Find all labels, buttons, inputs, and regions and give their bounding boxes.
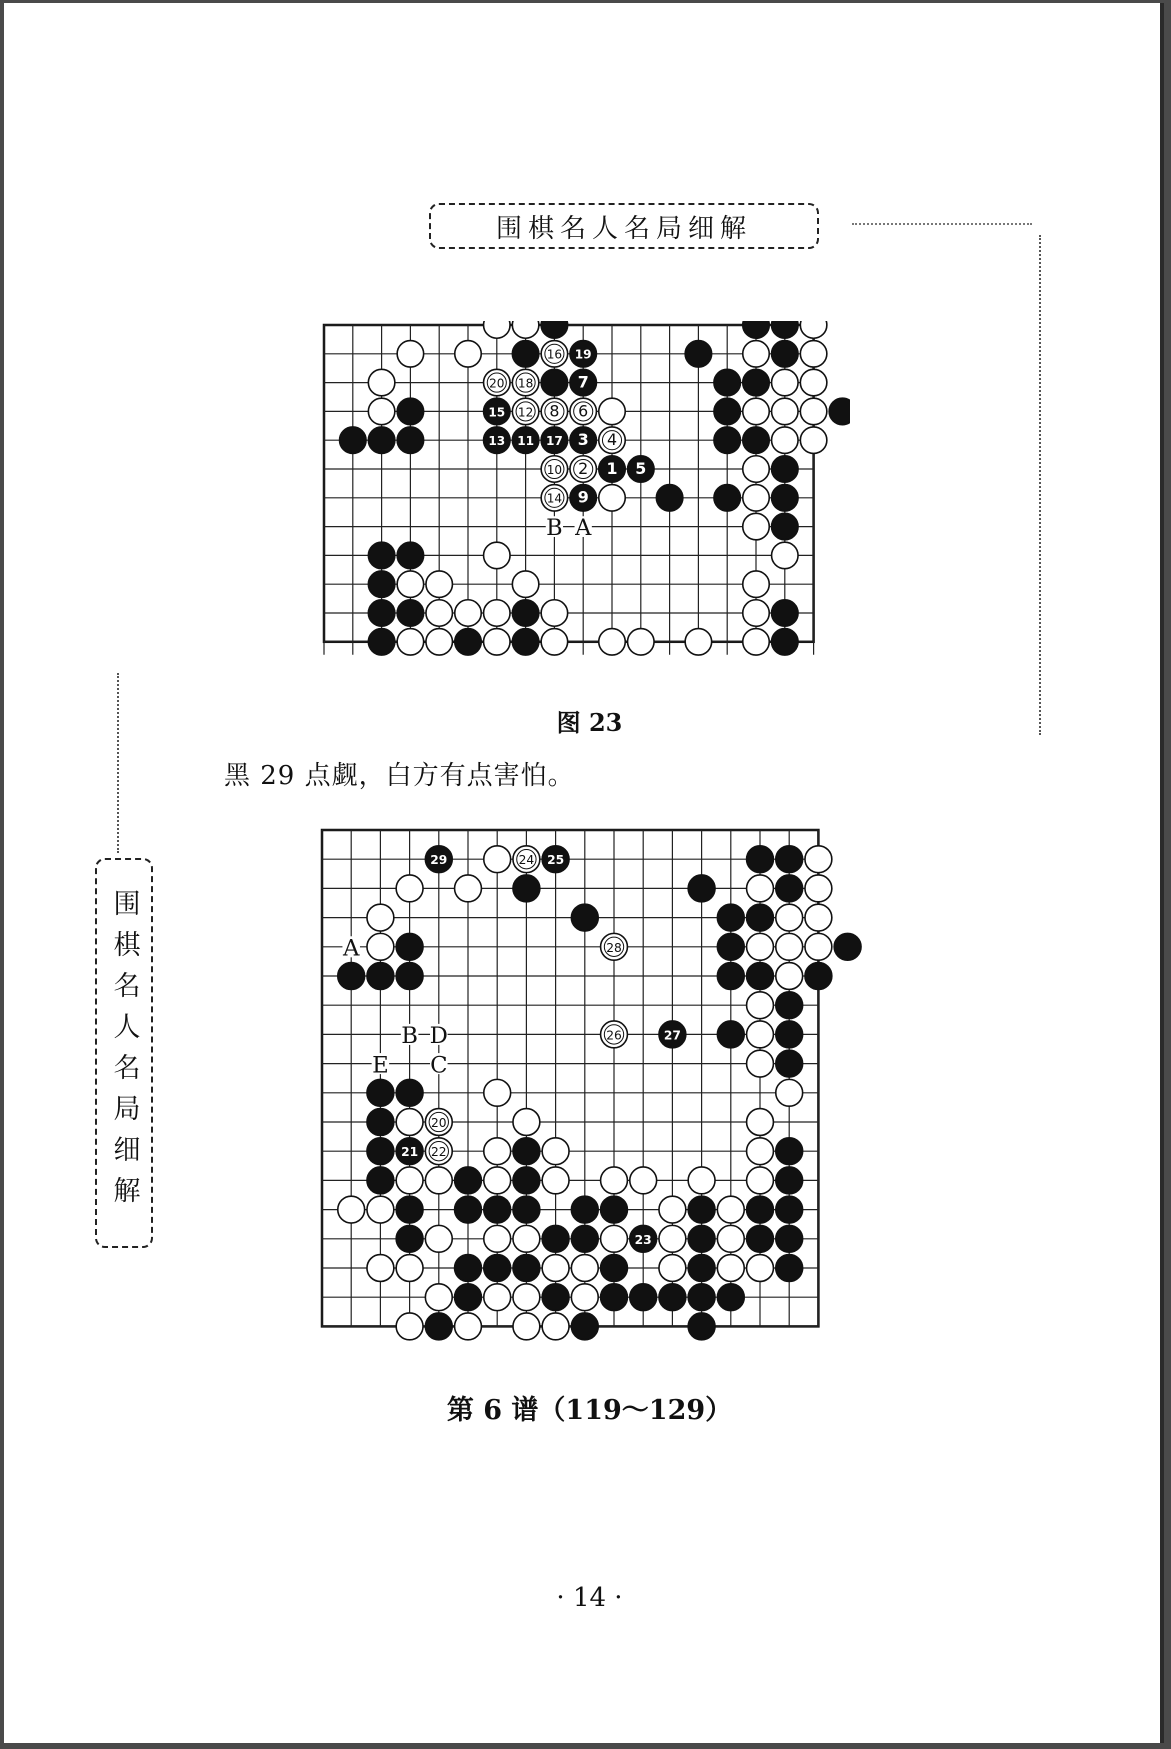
black-stone (717, 1021, 744, 1048)
white-stone (425, 1284, 452, 1311)
black-stone (367, 963, 394, 990)
move-number: 23 (634, 1232, 652, 1247)
go-diagram-2 (318, 826, 868, 1356)
white-stone (599, 485, 625, 511)
white-stone (747, 875, 774, 902)
white-stone (368, 398, 394, 424)
white-stone (484, 846, 511, 873)
black-stone (542, 1284, 569, 1311)
black-stone (772, 629, 798, 655)
white-stone (455, 341, 481, 367)
black-stone (570, 427, 596, 453)
black-stone (570, 369, 596, 395)
move-number: 19 (574, 347, 592, 362)
black-stone (717, 963, 744, 990)
running-header (429, 203, 819, 249)
move-number: 18 (517, 376, 534, 391)
white-stone (484, 1079, 511, 1106)
white-stone (747, 992, 774, 1019)
black-stone (484, 1255, 511, 1282)
white-stone (800, 427, 826, 453)
black-stone (805, 963, 832, 990)
black-stone (772, 600, 798, 626)
white-stone (512, 321, 538, 338)
black-stone (571, 904, 598, 931)
white-stone (805, 846, 832, 873)
white-stone (425, 1167, 452, 1194)
white-stone (484, 542, 510, 568)
white-stone (541, 398, 567, 424)
black-stone (829, 398, 850, 424)
white-stone (541, 456, 567, 482)
white-stone (541, 485, 567, 511)
black-stone (542, 1225, 569, 1252)
white-stone (717, 1196, 744, 1223)
move-number: 12 (517, 405, 534, 420)
white-stone (541, 600, 567, 626)
black-stone (541, 321, 567, 338)
white-stone (630, 1167, 657, 1194)
book-page (4, 3, 1164, 1743)
white-stone (396, 875, 423, 902)
black-stone (688, 1255, 715, 1282)
point-label: B (401, 1023, 418, 1050)
black-stone (368, 571, 394, 597)
black-stone (397, 600, 423, 626)
black-stone (776, 1050, 803, 1077)
white-stone (542, 1138, 569, 1165)
white-stone (397, 341, 423, 367)
black-stone (396, 1225, 423, 1252)
white-stone (747, 1138, 774, 1165)
white-stone (601, 933, 628, 960)
black-stone (397, 542, 423, 568)
white-stone (743, 600, 769, 626)
black-stone (571, 1225, 598, 1252)
black-stone (601, 1284, 628, 1311)
black-stone (541, 369, 567, 395)
white-stone (599, 398, 625, 424)
black-stone (397, 427, 423, 453)
black-stone (368, 427, 394, 453)
white-stone (747, 1109, 774, 1136)
move-number: 10 (546, 462, 563, 477)
white-stone (484, 629, 510, 655)
white-stone (805, 904, 832, 931)
black-stone (512, 341, 538, 367)
move-number: 28 (606, 940, 622, 955)
black-stone (396, 963, 423, 990)
white-stone (659, 1196, 686, 1223)
white-stone (425, 1225, 452, 1252)
black-stone (659, 1021, 686, 1048)
white-stone (805, 875, 832, 902)
black-stone (570, 485, 596, 511)
black-stone (630, 1284, 657, 1311)
white-stone (601, 1167, 628, 1194)
commentary-text: 黑 29 点觑，白方有点害怕。 (224, 761, 575, 791)
white-stone (772, 369, 798, 395)
black-stone (776, 1196, 803, 1223)
black-stone (743, 369, 769, 395)
figure-2-caption: 第 6 谱（119～129） (446, 1395, 733, 1426)
black-stone (743, 427, 769, 453)
white-stone (513, 1284, 540, 1311)
black-stone (368, 542, 394, 568)
move-number: 16 (546, 347, 563, 362)
white-stone (484, 1225, 511, 1252)
white-stone (571, 1284, 598, 1311)
point-label: A (342, 935, 360, 962)
move-number: 6 (578, 401, 589, 421)
move-number: 20 (431, 1115, 447, 1130)
figure-1-caption: 图 23 (556, 708, 623, 737)
white-stone (426, 571, 452, 597)
white-stone (484, 1284, 511, 1311)
black-stone (772, 456, 798, 482)
black-stone (772, 513, 798, 539)
white-stone (776, 904, 803, 931)
black-stone (717, 904, 744, 931)
black-stone (601, 1255, 628, 1282)
black-stone (772, 485, 798, 511)
move-number: 2 (578, 458, 589, 478)
black-stone (747, 1196, 774, 1223)
white-stone (455, 1313, 482, 1340)
white-stone (425, 1109, 452, 1136)
black-stone (717, 1284, 744, 1311)
white-stone (512, 398, 538, 424)
black-stone (484, 427, 510, 453)
white-stone (800, 341, 826, 367)
black-stone (747, 904, 774, 931)
white-stone (513, 1109, 540, 1136)
white-stone (367, 1196, 394, 1223)
white-stone (367, 933, 394, 960)
move-number: 8 (549, 401, 560, 421)
move-number: 7 (577, 372, 589, 392)
white-stone (512, 571, 538, 597)
white-stone (513, 1225, 540, 1252)
black-stone (659, 1284, 686, 1311)
white-stone (772, 542, 798, 568)
white-stone (396, 1167, 423, 1194)
black-stone (776, 1225, 803, 1252)
black-stone (601, 1196, 628, 1223)
white-stone (396, 1255, 423, 1282)
white-stone (717, 1225, 744, 1252)
black-stone (425, 846, 452, 873)
margin-rule-left (117, 673, 119, 853)
white-stone (396, 1313, 423, 1340)
black-stone (776, 1021, 803, 1048)
black-stone (367, 1109, 394, 1136)
white-stone (717, 1255, 744, 1282)
white-stone (541, 341, 567, 367)
white-stone (368, 369, 394, 395)
board-grid (324, 325, 814, 655)
move-number: 29 (430, 853, 448, 868)
black-stone (688, 1284, 715, 1311)
white-stone (747, 1167, 774, 1194)
white-stone (743, 513, 769, 539)
move-number: 20 (489, 376, 505, 391)
black-stone (397, 398, 423, 424)
black-stone (747, 846, 774, 873)
black-stone (368, 600, 394, 626)
white-stone (805, 933, 832, 960)
black-stone (685, 341, 711, 367)
black-stone (541, 427, 567, 453)
black-stone (513, 1196, 540, 1223)
black-stone (834, 933, 861, 960)
move-number: 13 (488, 434, 506, 449)
move-number: 25 (547, 853, 565, 868)
black-stone (396, 1079, 423, 1106)
white-stone (659, 1255, 686, 1282)
black-stone (396, 933, 423, 960)
black-stone (714, 485, 740, 511)
black-stone (396, 1196, 423, 1223)
move-number: 24 (518, 853, 535, 868)
black-stone (484, 1196, 511, 1223)
white-stone (570, 398, 596, 424)
white-stone (743, 456, 769, 482)
black-stone (513, 1138, 540, 1165)
side-label (95, 858, 153, 1248)
white-stone (659, 1225, 686, 1252)
white-stone (455, 875, 482, 902)
white-stone (338, 1196, 365, 1223)
white-stone (484, 321, 510, 338)
white-stone (628, 629, 654, 655)
white-stone (425, 1138, 452, 1165)
white-stone (747, 1021, 774, 1048)
black-stone (688, 875, 715, 902)
black-stone (513, 1255, 540, 1282)
white-stone (685, 629, 711, 655)
black-stone (455, 1255, 482, 1282)
black-stone (714, 427, 740, 453)
margin-rule-right (1039, 235, 1041, 735)
move-number: 4 (606, 430, 618, 450)
black-stone (717, 933, 744, 960)
move-number: 5 (635, 458, 647, 478)
black-stone (743, 321, 769, 338)
black-stone (776, 875, 803, 902)
black-stone (455, 1196, 482, 1223)
white-stone (743, 485, 769, 511)
go-diagram-1 (320, 321, 850, 691)
black-stone (688, 1196, 715, 1223)
white-stone (772, 427, 798, 453)
black-stone (484, 398, 510, 424)
white-stone (542, 1167, 569, 1194)
black-stone (512, 427, 538, 453)
white-stone (426, 629, 452, 655)
black-stone (688, 1225, 715, 1252)
move-number: 9 (577, 487, 589, 507)
white-stone (601, 1225, 628, 1252)
board-grid (322, 830, 818, 1326)
black-stone (367, 1079, 394, 1106)
black-stone (599, 456, 625, 482)
black-stone (455, 629, 481, 655)
black-stone (776, 1138, 803, 1165)
white-stone (484, 1138, 511, 1165)
black-stone (628, 456, 654, 482)
move-number: 21 (401, 1145, 419, 1160)
black-stone (367, 1167, 394, 1194)
black-stone (367, 1138, 394, 1165)
page-number: · 14 · (556, 1583, 623, 1613)
black-stone (455, 1284, 482, 1311)
black-stone (714, 369, 740, 395)
white-stone (570, 456, 596, 482)
black-stone (396, 1138, 423, 1165)
white-stone (747, 1050, 774, 1077)
white-stone (541, 629, 567, 655)
black-stone (656, 485, 682, 511)
white-stone (599, 427, 625, 453)
white-stone (397, 629, 423, 655)
point-label: E (372, 1052, 389, 1079)
white-stone (776, 963, 803, 990)
move-number: 1 (606, 458, 618, 478)
white-stone (800, 398, 826, 424)
black-stone (368, 629, 394, 655)
white-stone (484, 1167, 511, 1194)
black-stone (714, 398, 740, 424)
black-stone (772, 341, 798, 367)
white-stone (571, 1255, 598, 1282)
black-stone (747, 1225, 774, 1252)
white-stone (542, 1313, 569, 1340)
white-stone (367, 1255, 394, 1282)
white-stone (599, 629, 625, 655)
white-stone (800, 369, 826, 395)
white-stone (484, 369, 510, 395)
white-stone (743, 398, 769, 424)
point-label: A (575, 515, 592, 542)
move-number: 26 (606, 1028, 622, 1043)
black-stone (571, 1196, 598, 1223)
black-stone (776, 846, 803, 873)
black-stone (512, 600, 538, 626)
white-stone (776, 933, 803, 960)
black-stone (776, 1167, 803, 1194)
white-stone (747, 1255, 774, 1282)
side-label-text: 围棋名人名局细解 (108, 889, 140, 1217)
move-number: 17 (545, 434, 563, 449)
white-stone (743, 629, 769, 655)
black-stone (425, 1313, 452, 1340)
white-stone (396, 1109, 423, 1136)
move-number: 22 (431, 1145, 447, 1160)
running-header-title: 围棋名人名局细解 (495, 213, 752, 244)
black-stone (630, 1225, 657, 1252)
white-stone (513, 846, 540, 873)
black-stone (776, 1255, 803, 1282)
white-stone (747, 933, 774, 960)
white-stone (512, 369, 538, 395)
move-number: 3 (577, 430, 589, 450)
white-stone (397, 571, 423, 597)
move-number: 14 (546, 491, 563, 506)
white-stone (484, 600, 510, 626)
black-stone (688, 1313, 715, 1340)
black-stone (338, 963, 365, 990)
point-label: B (546, 515, 563, 542)
black-stone (455, 1167, 482, 1194)
black-stone (570, 341, 596, 367)
white-stone (743, 341, 769, 367)
white-stone (542, 1255, 569, 1282)
white-stone (800, 321, 826, 338)
move-number: 11 (517, 434, 535, 449)
move-number: 15 (488, 405, 506, 420)
black-stone (513, 875, 540, 902)
black-stone (542, 846, 569, 873)
black-stone (776, 992, 803, 1019)
header-rule (852, 223, 1032, 225)
white-stone (367, 904, 394, 931)
black-stone (772, 321, 798, 338)
white-stone (772, 398, 798, 424)
move-number: 27 (663, 1028, 681, 1043)
black-stone (571, 1313, 598, 1340)
black-stone (513, 1167, 540, 1194)
white-stone (688, 1167, 715, 1194)
white-stone (513, 1313, 540, 1340)
black-stone (340, 427, 366, 453)
white-stone (776, 1079, 803, 1106)
point-label: D (429, 1023, 448, 1050)
white-stone (601, 1021, 628, 1048)
white-stone (455, 600, 481, 626)
white-stone (743, 571, 769, 597)
white-stone (426, 600, 452, 626)
black-stone (512, 629, 538, 655)
black-stone (747, 963, 774, 990)
point-label: C (430, 1052, 448, 1079)
